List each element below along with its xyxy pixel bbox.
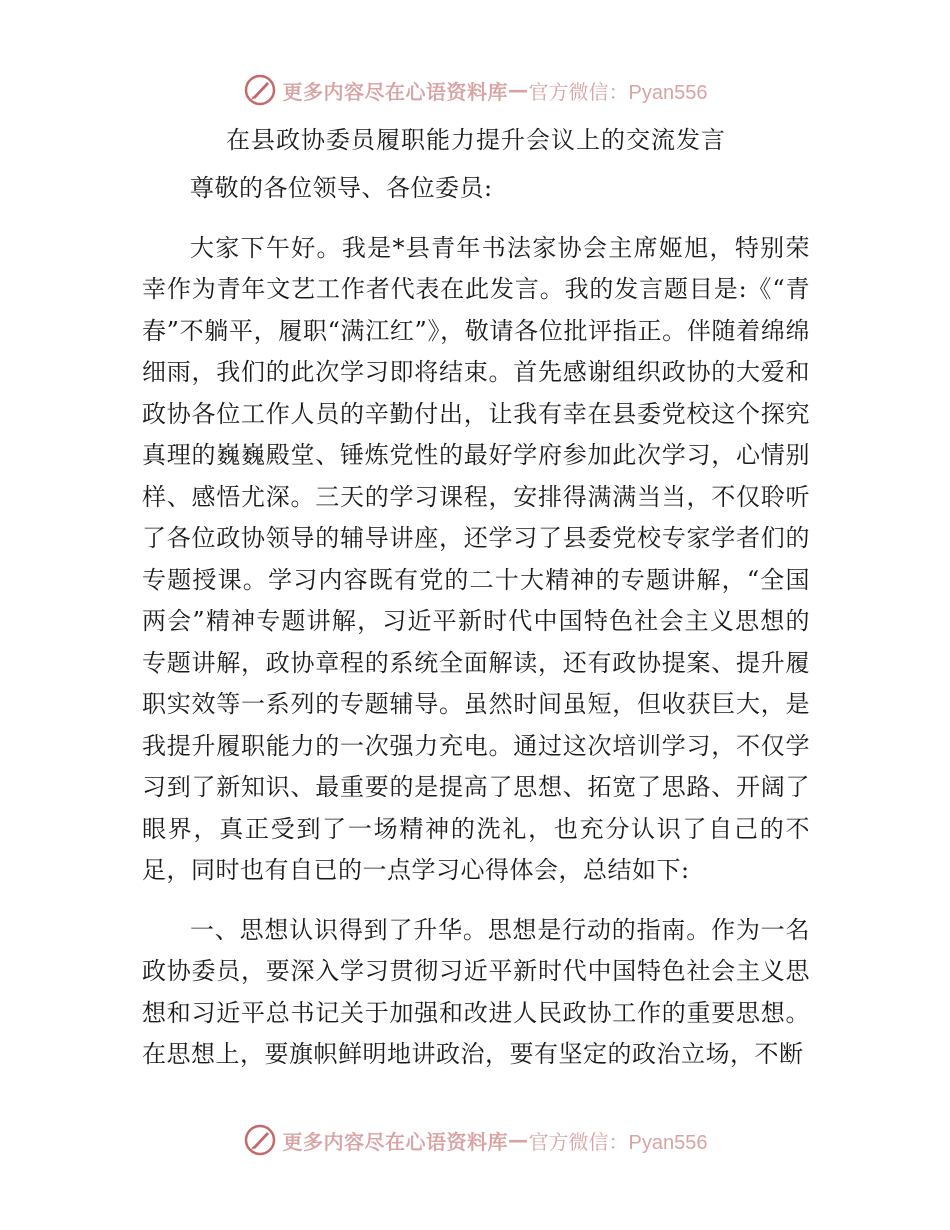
promo-text: 更多内容尽在心语资料库 xyxy=(282,1129,509,1154)
footer-watermark-banner xyxy=(0,1120,950,1160)
promo-dash: — xyxy=(508,1128,529,1152)
document-title: 在县政协委员履职能力提升会议上的交流发言 xyxy=(226,126,726,154)
header-watermark-banner xyxy=(0,70,950,110)
wechat-text: 官方微信：Pyan556 xyxy=(528,81,708,104)
wechat-text: 官方微信：Pyan556 xyxy=(528,1131,708,1154)
paragraph-1: 大家下午好。我是*县青年书法家协会主席姬旭，特别荣幸作为青年文艺工作者代表在此发言。我的发言题目是:《“青春”不躺平，履职“满江红”》，敬请各位批评指正。伴随着绵绵细雨，我们的此次学习即将结束。首先感谢组织政协的大爱和政协各位工作人员的辛勤付出，让我有幸在县委党校这个探究真理的巍巍殿堂、锤炼党性的最好学府参加此次学习，心情别样、感悟尤深。三天的学习课程，安排得满满当当，不仅聆听了各位政协领导的辅导讲座，还学习了县委党校专家学者们的专题授课。学习内容既有党的二十大精神的专题讲解，“全国两会”精神专题讲解，习近平新时代中国特色社会主义思想的专题讲解，政协章程的系统全面解读，还有政协提案、提升履职实效等一系列的专题辅导。虽然时间虽短，但收获巨大，是我提升履职能力的一次强力充电。通过这次培训学习，不仅学习到了新知识、最重要的是提高了思想、拓宽了思路、开阔了眼界，真正受到了一场精神的洗礼，也充分认识了自己的不足，同时也有自已的一点学习心得体会，总结如下: xyxy=(142,233,810,884)
promo-dash: — xyxy=(508,78,529,102)
document-body xyxy=(142,118,810,1076)
paragraph-2: 一、思想认识得到了升华。思想是行动的指南。作为一名政协委员，要深入学习贯彻习近平新时代中国特色社会主义思想和习近平总书记关于加强和改进人民政协工作的重要思想。在思想上，要旗帜鲜明地讲政治，要有坚定的政治立场，不断 xyxy=(142,915,810,1068)
quill-seal-logo-icon xyxy=(243,73,277,107)
promo-text: 更多内容尽在心语资料库 xyxy=(282,79,509,104)
quill-seal-logo-icon xyxy=(243,1123,277,1157)
salutation: 尊敬的各位领导、各位委员: xyxy=(190,174,493,202)
